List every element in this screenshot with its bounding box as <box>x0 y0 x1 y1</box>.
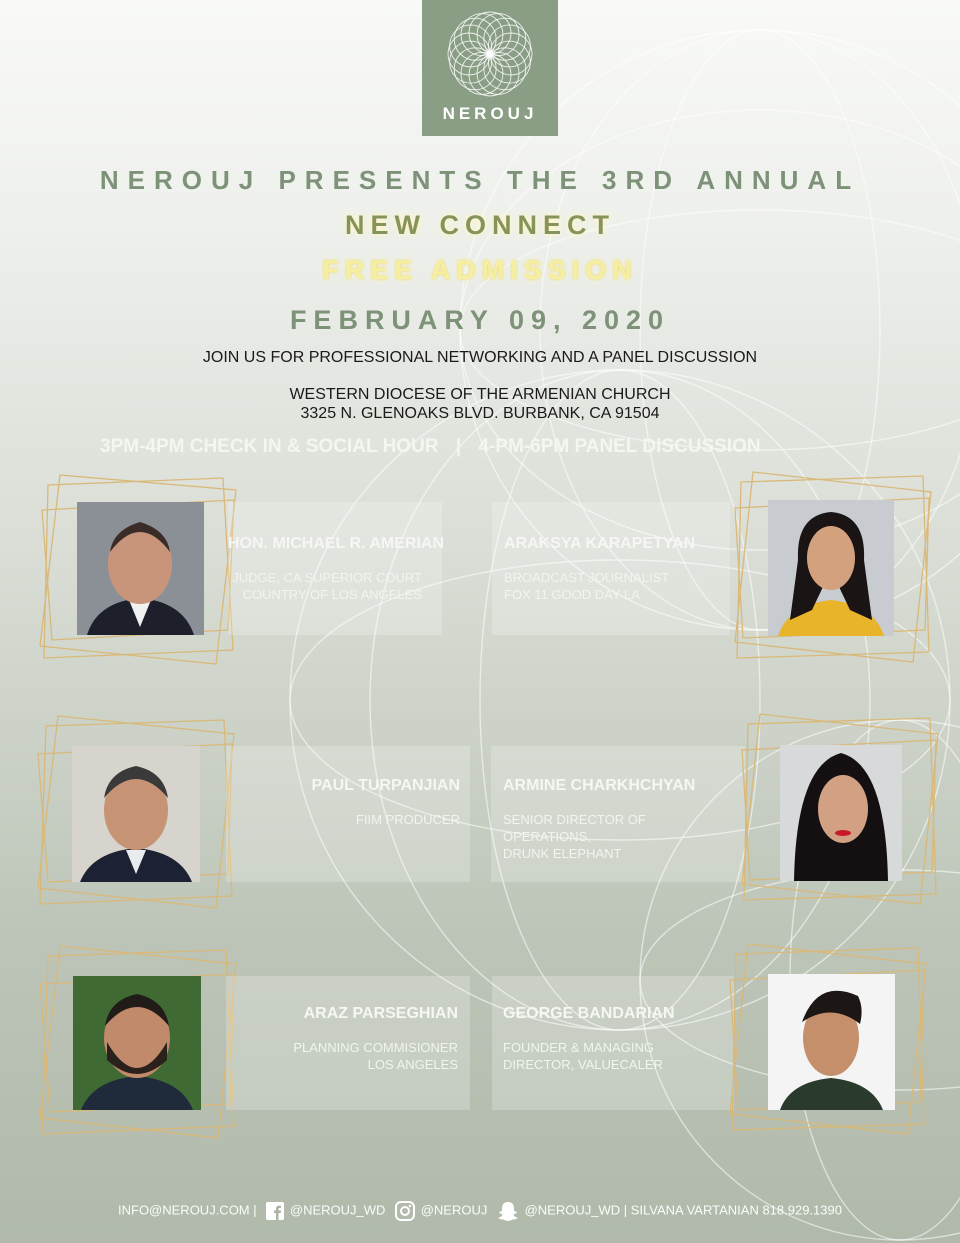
instagram-handle[interactable]: @NEROUJ <box>420 1202 488 1218</box>
email-link[interactable]: INFO@NEROUJ.COM | <box>118 1202 257 1218</box>
presents-heading: NEROUJ PRESENTS THE 3RD ANNUAL <box>99 165 861 195</box>
nerouj-logo <box>422 0 558 136</box>
speaker-name: ARAZ PARSEGHIAN <box>303 1005 458 1022</box>
speaker-card <box>226 976 470 1110</box>
instagram-icon[interactable] <box>395 1201 415 1221</box>
logo-wordmark: NEROUJ <box>442 104 538 123</box>
snapchat-icon[interactable] <box>497 1200 519 1222</box>
speaker-photo-armine-charkhchyan <box>780 745 902 881</box>
snapchat-and-contact[interactable]: @NEROUJ_WD | SILVANA VARTANIAN 818.929.1390 <box>524 1202 842 1218</box>
venue-block <box>0 385 960 423</box>
facebook-icon[interactable] <box>266 1202 284 1220</box>
schedule-part-1: 3PM-4PM CHECK IN & SOCIAL HOUR <box>100 436 439 457</box>
schedule-separator: | <box>455 436 462 457</box>
speaker-photo-paul-turpanjian <box>72 746 200 882</box>
speaker-name: HON. MICHAEL R. AMERIAN <box>228 535 444 552</box>
speaker-card <box>492 976 734 1110</box>
admission-banner: FREE ADMISSION <box>322 255 638 285</box>
speaker-card <box>226 746 470 882</box>
speaker-role: BROADCAST JOURNALIST FOX 11 GOOD DAY LA <box>504 570 670 602</box>
speaker-name: ARAKSYA KARAPETYAN <box>504 535 696 552</box>
venue-name: WESTERN DIOCESE OF THE ARMENIAN CHURCH <box>289 386 671 403</box>
speaker-role: SENIOR DIRECTOR OF OPERATIONS, DRUNK ELEPHANT <box>503 812 646 861</box>
speaker-card <box>228 502 442 635</box>
event-description: JOIN US FOR PROFESSIONAL NETWORKING AND A PANEL DISCUSSION <box>202 349 758 366</box>
speaker-name: GEORGE BANDARIAN <box>503 1005 675 1022</box>
event-date: FEBRUARY 09, 2020 <box>289 305 671 335</box>
speaker-card <box>492 502 730 635</box>
contact-footer <box>0 1200 960 1222</box>
speaker-card <box>491 746 745 882</box>
speaker-name: PAUL TURPANJIAN <box>311 777 460 794</box>
speaker-name: ARMINE CHARKHCHYAN <box>503 777 696 794</box>
speaker-role: JUDGE, CA SUPERIOR COURT COUNTRY OF LOS ANGELES <box>232 570 422 602</box>
speaker-photo-araz-parseghian <box>73 976 201 1110</box>
speaker-role: FOUNDER & MANAGING DIRECTOR, VALUECALER <box>503 1040 663 1072</box>
speaker-role: FIIM PRODUCER <box>356 812 460 827</box>
speaker-photo-michael-amerian <box>77 502 204 635</box>
speaker-role: PLANNING COMMISIONER LOS ANGELES <box>293 1040 458 1072</box>
speaker-photo-george-bandarian <box>768 974 895 1110</box>
schedule-part-2: 4-PM-6PM PANEL DISCUSSION <box>478 436 761 457</box>
schedule-line <box>100 436 860 458</box>
event-name: NEW CONNECT <box>345 210 615 240</box>
venue-address: 3325 N. GLENOAKS BLVD. BURBANK, CA 91504 <box>300 405 660 422</box>
facebook-handle[interactable]: @NEROUJ_WD <box>289 1202 386 1218</box>
speaker-photo-araksya-karapetyan <box>768 500 894 636</box>
logo-mandala-icon <box>444 8 536 100</box>
